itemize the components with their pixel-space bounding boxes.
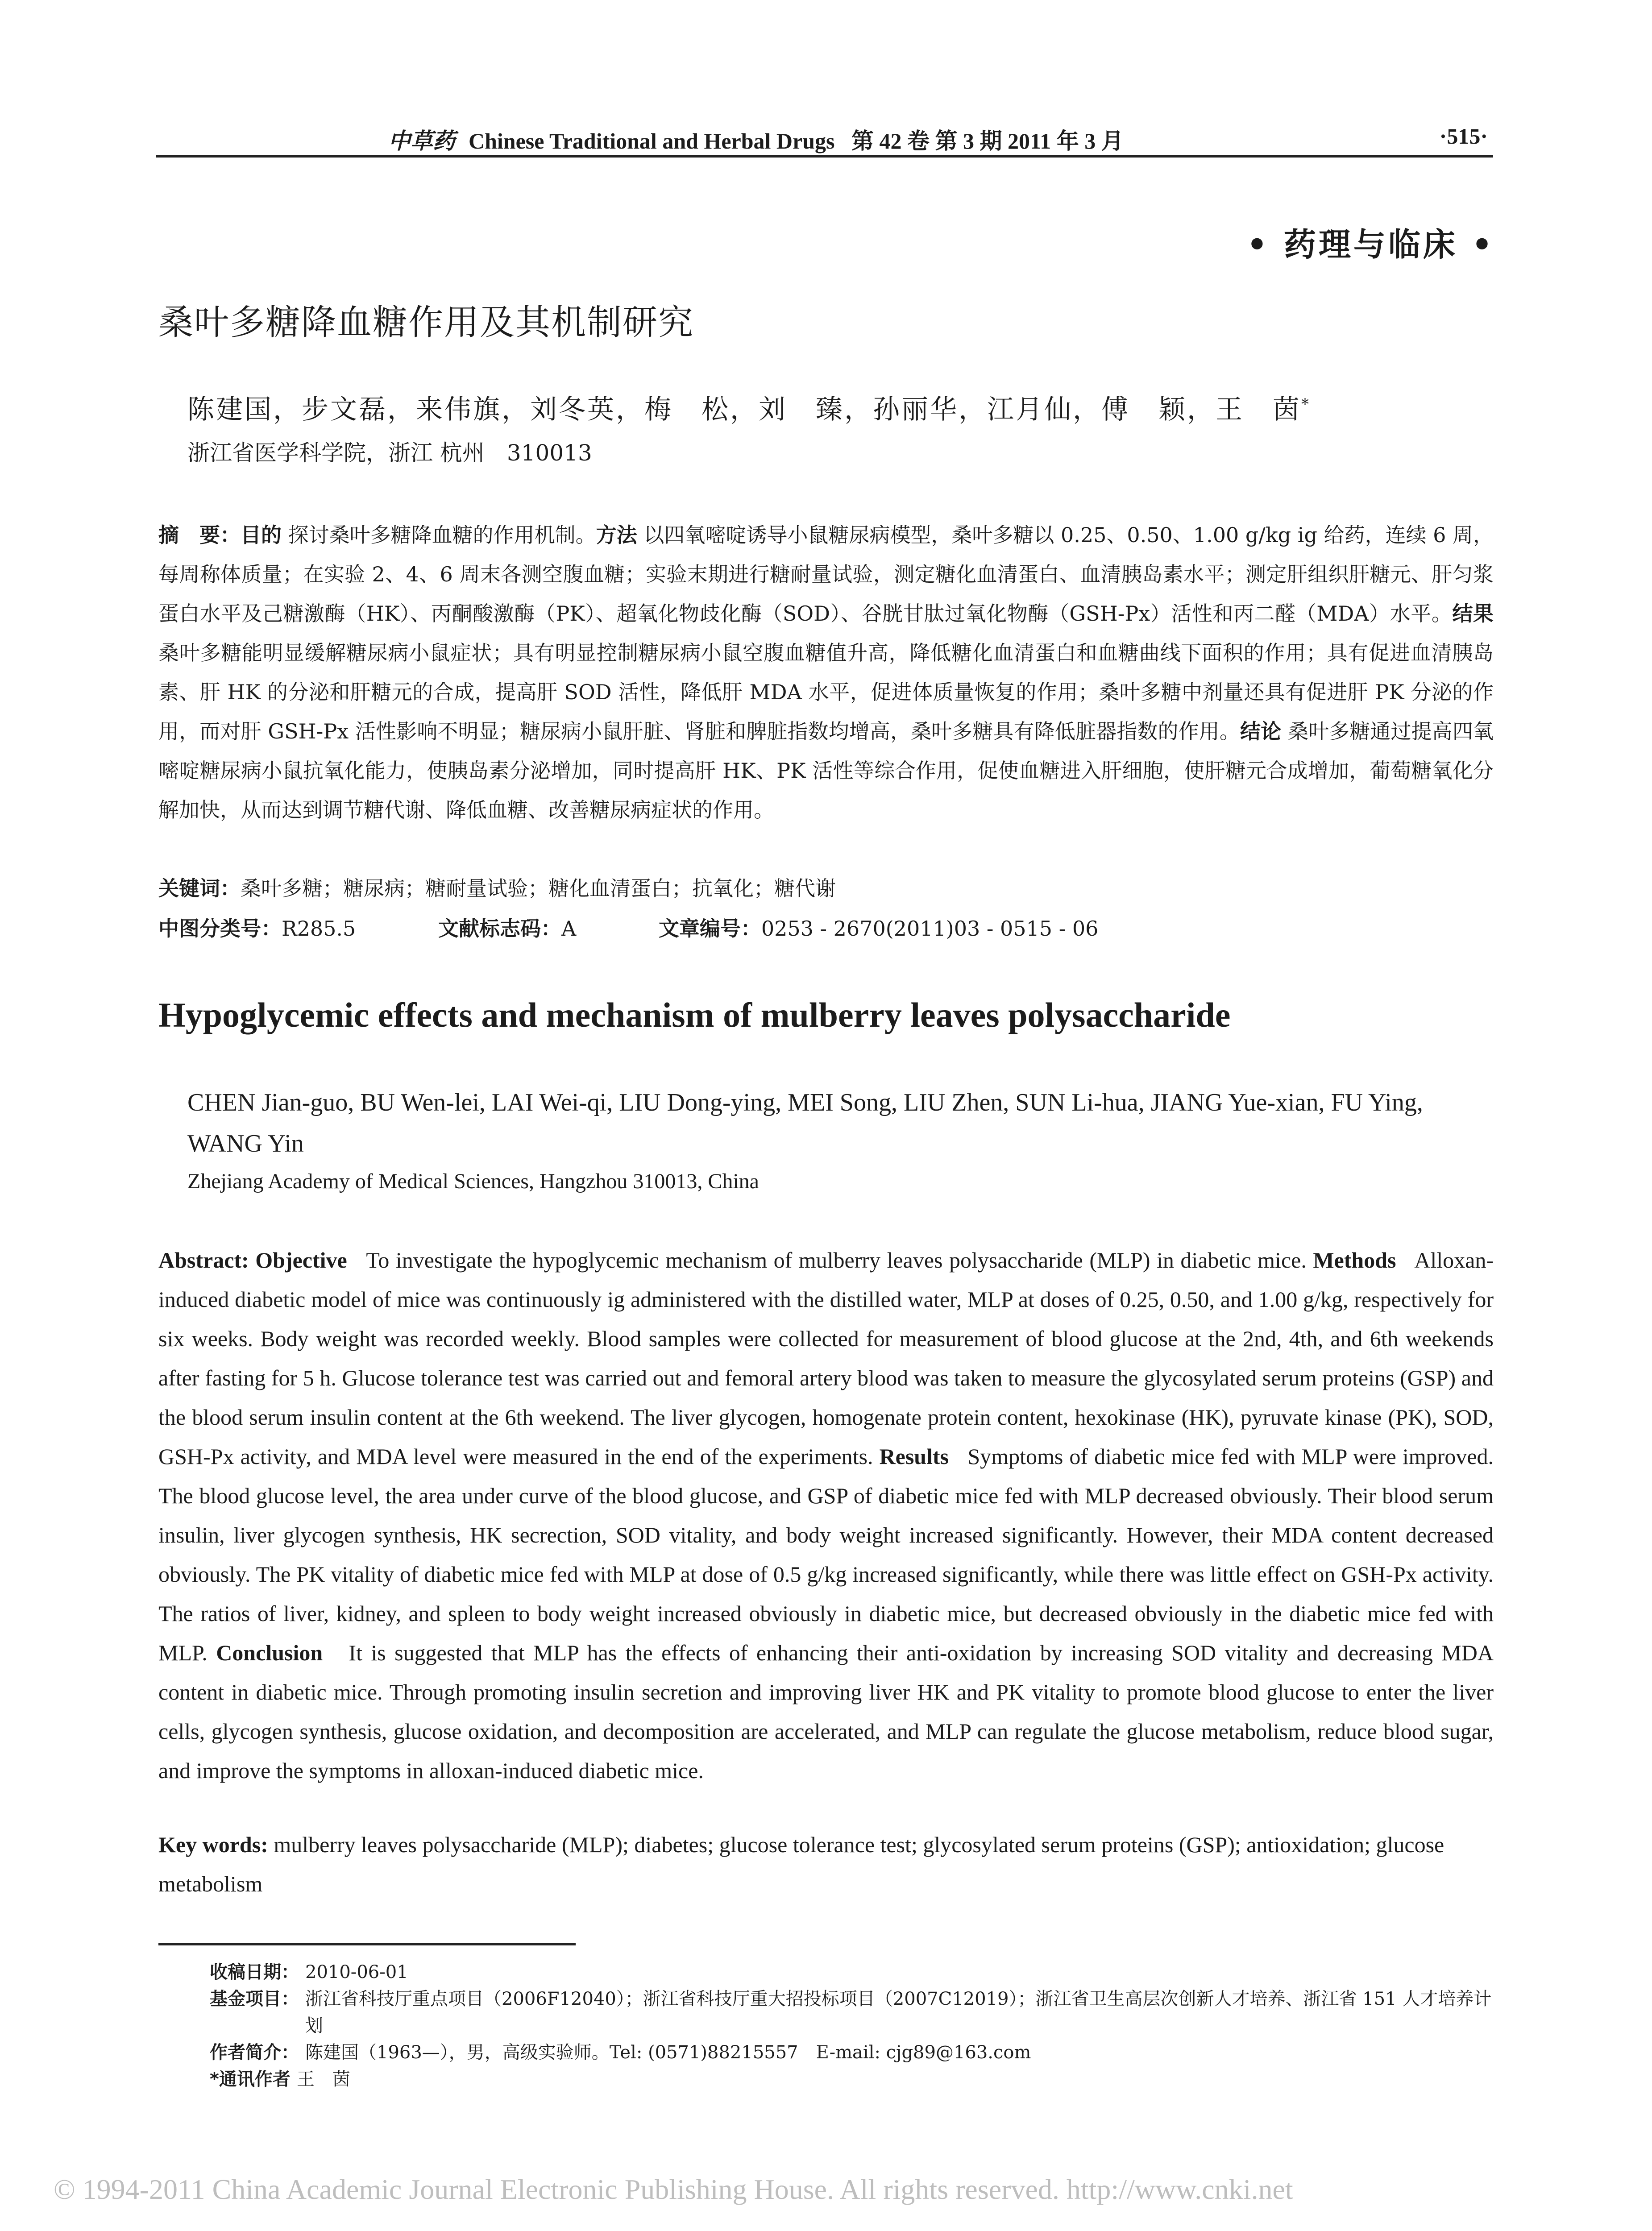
doc-code-value: A <box>561 916 577 941</box>
class-label: 中图分类号： <box>158 916 282 941</box>
section-label: • 药理与临床 • <box>1246 225 1495 263</box>
en-keywords-label: Key words: <box>158 1832 268 1857</box>
footnote-corresponding <box>210 2066 1495 2093</box>
fund-label: 基金项目： <box>210 1989 299 2009</box>
en-results-label: Results <box>879 1444 949 1469</box>
journal-name-cn: 中草药 <box>388 128 455 154</box>
en-title: Hypoglycemic effects and mechanism of mulberry leaves polysaccharide <box>158 995 1231 1034</box>
cn-author-list: 陈建国，步文磊，来伟旗，刘冬英，梅 松，刘 臻，孙丽华，江月仙，傅 颖，王 茵 <box>187 394 1301 425</box>
cn-conclusion: 桑叶多糖通过提高四氧嘧啶糖尿病小鼠抗氧化能力，使胰岛素分泌增加，同时提高肝 HK、PK 活性等综合作用，促使血糖进入肝细胞，使肝糖元合成增加，葡萄糖氧化分解加快，从而达到调节糖代谢、降低血糖、改善糖尿病症状的作用。 <box>158 719 1494 822</box>
corresponding-author: 王 茵 <box>296 2069 350 2090</box>
article-number-value: 0253 - 2670(2011)03 - 0515 - 06 <box>761 916 1099 941</box>
cn-methods: 以四氧嘧啶诱导小鼠糖尿病模型，桑叶多糖以 0.25、0.50、1.00 g/kg ig 给药，连续 6 周，每周称体质量；在实验 2、4、6 周末各测空腹血糖；实验末期进行糖耐量试验，测定糖化血清蛋白、血清胰岛素水平；测定肝组织肝糖元、肝匀浆蛋白水平及己糖激酶（HK）、丙酮酸激酶（PK）、超氧化物歧化酶（SOD）、谷胱甘肽过氧化物酶（GSH-Px）活性和丙二醛（MDA）水平。 <box>158 523 1494 626</box>
en-abstract-label: Abstract: <box>158 1248 249 1273</box>
running-header <box>156 120 1493 158</box>
footnote-received <box>210 1959 1495 1986</box>
cn-abstract <box>158 515 1494 829</box>
en-affiliation: Zhejiang Academy of Medical Sciences, Hangzhou 310013, China <box>187 1169 759 1193</box>
footnote-fund <box>210 1986 1495 2039</box>
author-bio-text: 陈建国（1963—），男，高级实验师。Tel: (0571)88215557 E-mail: cjg89@163.com <box>305 2042 1031 2063</box>
footnote-divider <box>158 1943 576 1945</box>
cn-objective-label: 目的 <box>241 523 282 547</box>
cn-keywords-label: 关键词： <box>158 876 241 900</box>
corresponding-label: *通讯作者 <box>210 2069 291 2090</box>
en-conclusion-label: Conclusion <box>216 1640 323 1665</box>
en-objective: To investigate the hypoglycemic mechanism of mulberry leaves polysaccharide (MLP) in diabetic mice. <box>366 1248 1307 1273</box>
en-keywords-text: mulberry leaves polysaccharide (MLP); diabetes; glucose tolerance test; glycosylated serum proteins (GSP); antioxidation; glucose metabolism <box>158 1832 1444 1896</box>
footnotes <box>210 1959 1495 2093</box>
page-number: ·515· <box>1439 124 1488 149</box>
fund-text: 浙江省科技厅重点项目（2006F12040）；浙江省科技厅重大招投标项目（2007C12019）；浙江省卫生高层次创新人才培养、浙江省 151 人才培养计划 <box>305 1989 1492 2036</box>
en-objective-label: Objective <box>255 1248 347 1273</box>
cn-results-label: 结果 <box>1452 601 1494 626</box>
classification-line <box>158 912 1098 942</box>
en-results: Symptoms of diabetic mice fed with MLP were improved. The blood glucose level, the area under curve of the blood glucose, and GSP of diabetic mice fed with MLP decreased obviously. Their blood serum insulin, liver glycogen synthesis, HK secrection, SOD vitality, and body weight increased significantly. However, their MDA content decreased obviously. The PK vitality of diabetic mice fed with MLP at dose of 0.5 g/kg increased significantly, while there was little effect on GSH-Px activity. The ratios of liver, kidney, and spleen to body weight increased obviously in diabetic mice, but decreased obviously in the diabetic mice fed with MLP. <box>158 1444 1494 1665</box>
received-label: 收稿日期： <box>210 1962 299 1982</box>
journal-issue-line: Chinese Traditional and Herbal Drugs 第 42 卷 第 3 期 2011 年 3 月 <box>469 129 1124 153</box>
en-conclusion: It is suggested that MLP has the effects of enhancing their anti-oxidation by increasing SOD vitality and decreasing MDA content in diabetic mice. Through promoting insulin secretion and improving liver HK and PK vitality to promote blood glucose to enter the liver cells, glycogen synthesis, glucose oxidation, and decomposition are accelerated, and MLP can regulate the glucose metabolism, reduce blood sugar, and improve the symptoms in alloxan-induced diabetic mice. <box>158 1640 1494 1783</box>
corresponding-mark: * <box>1301 395 1311 413</box>
en-abstract <box>158 1240 1494 1790</box>
class-value: R285.5 <box>282 916 356 941</box>
cn-affiliation: 浙江省医学科学院，浙江 杭州 310013 <box>187 440 592 466</box>
cn-keywords <box>158 872 836 902</box>
received-date: 2010-06-01 <box>305 1962 408 1982</box>
en-methods-label: Methods <box>1313 1248 1396 1273</box>
cn-results: 桑叶多糖能明显缓解糖尿病小鼠症状；具有明显控制糖尿病小鼠空腹血糖值升高，降低糖化血清蛋白和血糖曲线下面积的作用；具有促进血清胰岛素、肝 HK 的分泌和肝糖元的合成，提高肝 SOD 活性，降低肝 MDA 水平，促进体质量恢复的作用；桑叶多糖中剂量还具有促进肝 PK 分泌的作用，而对肝 GSH-Px 活性影响不明显；糖尿病小鼠肝脏、肾脏和脾脏指数均增高，桑叶多糖具有降低脏器指数的作用。 <box>158 641 1494 743</box>
cn-authors <box>187 388 1311 427</box>
doc-code-label: 文献标志码： <box>438 916 561 941</box>
en-authors: CHEN Jian-guo, BU Wen-lei, LAI Wei-qi, LIU Dong-ying, MEI Song, LIU Zhen, SUN Li-hua, JIANG Yue-xian, FU Ying, WANG Yin <box>187 1089 1423 1157</box>
cn-abstract-label: 摘 要： <box>158 523 241 547</box>
journal-info <box>388 123 1124 155</box>
author-bio-label: 作者简介： <box>210 2042 299 2063</box>
cn-conclusion-label: 结论 <box>1240 719 1282 743</box>
footnote-author <box>210 2039 1495 2066</box>
article-number-label: 文章编号： <box>658 916 761 941</box>
cn-title: 桑叶多糖降血糖作用及其机制研究 <box>158 303 694 343</box>
en-keywords <box>158 1825 1494 1903</box>
en-methods: Alloxan-induced diabetic model of mice was continuously ig administered with the distilled water, MLP at doses of 0.25, 0.50, and 1.00 g/kg, respectively for six weeks. Body weight was recorded weekly. Blood samples were collected for measurement of blood glucose at the 2nd, 4th, and 6th weekends after fasting for 5 h. Glucose tolerance test was carried out and femoral artery blood was taken to measure the glycosylated serum proteins (GSP) and the blood serum insulin content at the 6th weekend. The liver glycogen, homogenate protein content, hexokinase (HK), pyruvate kinase (PK), SOD, GSH-Px activity, and MDA level were measured in the end of the experiments. <box>158 1248 1494 1469</box>
copyright-notice: © 1994-2011 China Academic Journal Electronic Publishing House. All rights reserved. http://www.cnki.net <box>54 2173 1293 2205</box>
cn-keywords-text: 桑叶多糖；糖尿病；糖耐量试验；糖化血清蛋白；抗氧化；糖代谢 <box>241 876 836 900</box>
cn-objective: 探讨桑叶多糖降血糖的作用机制。 <box>288 523 596 547</box>
cn-methods-label: 方法 <box>596 523 637 547</box>
